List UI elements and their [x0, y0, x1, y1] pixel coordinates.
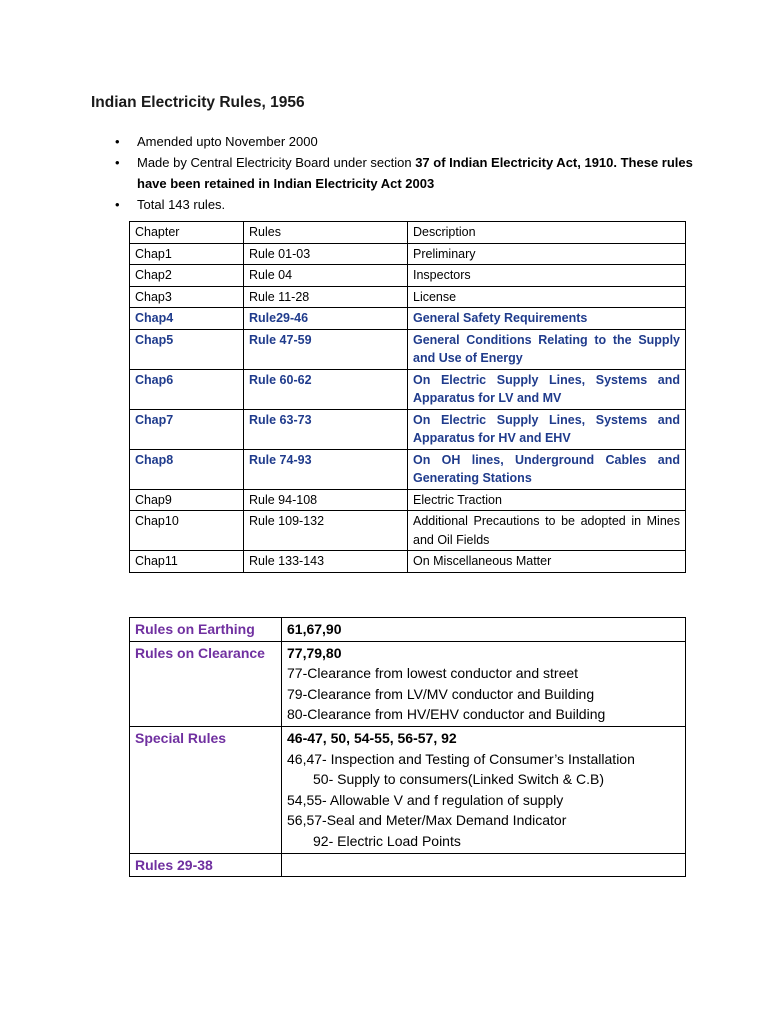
special-line: 92- Electric Load Points: [313, 832, 461, 849]
label-earthing: Rules on Earthing: [130, 618, 282, 642]
bullet-total: [115, 194, 695, 215]
bullet-text: Made by Central Electricity Board under section: [137, 155, 416, 170]
table-header-row: [130, 222, 686, 244]
chapter-cell: Chap7: [130, 409, 244, 449]
bullet-amended: [115, 131, 695, 152]
table-row-clearance: [130, 641, 686, 726]
table-row: [130, 449, 686, 489]
description-cell: On Electric Supply Lines, Systems and Apparatus for LV and MV: [408, 369, 686, 409]
clearance-line: 79-Clearance from LV/MV conductor and Building: [287, 685, 595, 702]
bullet-bold-text: 37 of Indian Electricity Act, 1910. These rules have been retained in Indian Electricity Act 2003: [137, 155, 693, 191]
description-cell: General Conditions Relating to the Supply and Use of Energy: [408, 329, 686, 369]
description-cell: On Electric Supply Lines, Systems and Apparatus for HV and EHV: [408, 409, 686, 449]
chapter-cell: Chap8: [130, 449, 244, 489]
rules-cell: Rule29-46: [244, 308, 408, 330]
table-row: [130, 511, 686, 551]
table-row: [130, 243, 686, 265]
table-row: [130, 265, 686, 287]
value-rules-29-38: [282, 853, 686, 877]
table-row-earthing: [130, 618, 686, 642]
chapter-cell: Chap4: [130, 308, 244, 330]
description-cell: Additional Precautions to be adopted in Mines and Oil Fields: [408, 511, 686, 551]
value-clearance: [282, 641, 686, 726]
chapter-cell: Chap10: [130, 511, 244, 551]
bullet-made-by: [115, 152, 695, 194]
bullet-text: Total 143 rules.: [137, 197, 226, 212]
table-row: [130, 369, 686, 409]
rules-cell: Rule 47-59: [244, 329, 408, 369]
label-clearance: Rules on Clearance: [130, 641, 282, 726]
special-rule-numbers: 46-47, 50, 54-55, 56-57, 92: [287, 729, 457, 746]
description-cell: General Safety Requirements: [408, 308, 686, 330]
label-special: Special Rules: [130, 726, 282, 853]
clearance-line: 80-Clearance from HV/EHV conductor and Building: [287, 706, 606, 723]
chapter-cell: Chap9: [130, 489, 244, 511]
description-cell: License: [408, 286, 686, 308]
bullet-text: Amended upto November 2000: [137, 134, 318, 149]
rules-cell: Rule 63-73: [244, 409, 408, 449]
clearance-rule-numbers: 77,79,80: [287, 644, 342, 661]
chapter-cell: Chap1: [130, 243, 244, 265]
chapter-cell: Chap3: [130, 286, 244, 308]
summary-bullets: [115, 131, 695, 215]
table-row: [130, 329, 686, 369]
table-row: [130, 489, 686, 511]
special-line: 50- Supply to consumers(Linked Switch & C.B): [313, 771, 605, 788]
description-cell: On Miscellaneous Matter: [408, 551, 686, 573]
special-line: 54,55- Allowable V and f regulation of supply: [287, 791, 564, 808]
description-cell: Electric Traction: [408, 489, 686, 511]
special-line: 56,57-Seal and Meter/Max Demand Indicator: [287, 812, 567, 829]
description-cell: On OH lines, Underground Cables and Generating Stations: [408, 449, 686, 489]
header-chapter: Chapter: [130, 222, 244, 244]
chapter-cell: Chap6: [130, 369, 244, 409]
table-row: [130, 551, 686, 573]
rules-chapter-table: [129, 221, 686, 573]
rules-cell: Rule 01-03: [244, 243, 408, 265]
header-description: Description: [408, 222, 686, 244]
rules-cell: Rule 60-62: [244, 369, 408, 409]
rules-cell: Rule 11-28: [244, 286, 408, 308]
table-row: [130, 308, 686, 330]
rules-cell: Rule 04: [244, 265, 408, 287]
rules-cell: Rule 74-93: [244, 449, 408, 489]
table-row-rules-29-38: [130, 853, 686, 877]
chapter-cell: Chap5: [130, 329, 244, 369]
header-rules: Rules: [244, 222, 408, 244]
chapter-cell: Chap11: [130, 551, 244, 573]
value-special: [282, 726, 686, 853]
clearance-line: 77-Clearance from lowest conductor and street: [287, 665, 579, 682]
special-rules-table: [129, 617, 686, 877]
rules-cell: Rule 94-108: [244, 489, 408, 511]
page-title: Indian Electricity Rules, 1956: [91, 94, 305, 111]
description-cell: Inspectors: [408, 265, 686, 287]
description-cell: Preliminary: [408, 243, 686, 265]
table-row: [130, 286, 686, 308]
rules-cell: Rule 133-143: [244, 551, 408, 573]
value-earthing: 61,67,90: [282, 618, 686, 642]
rules-cell: Rule 109-132: [244, 511, 408, 551]
special-line: 46,47- Inspection and Testing of Consumer’s Installation: [287, 750, 635, 767]
table-row: [130, 409, 686, 449]
table-row-special: [130, 726, 686, 853]
label-rules-29-38: Rules 29-38: [130, 853, 282, 877]
chapter-cell: Chap2: [130, 265, 244, 287]
